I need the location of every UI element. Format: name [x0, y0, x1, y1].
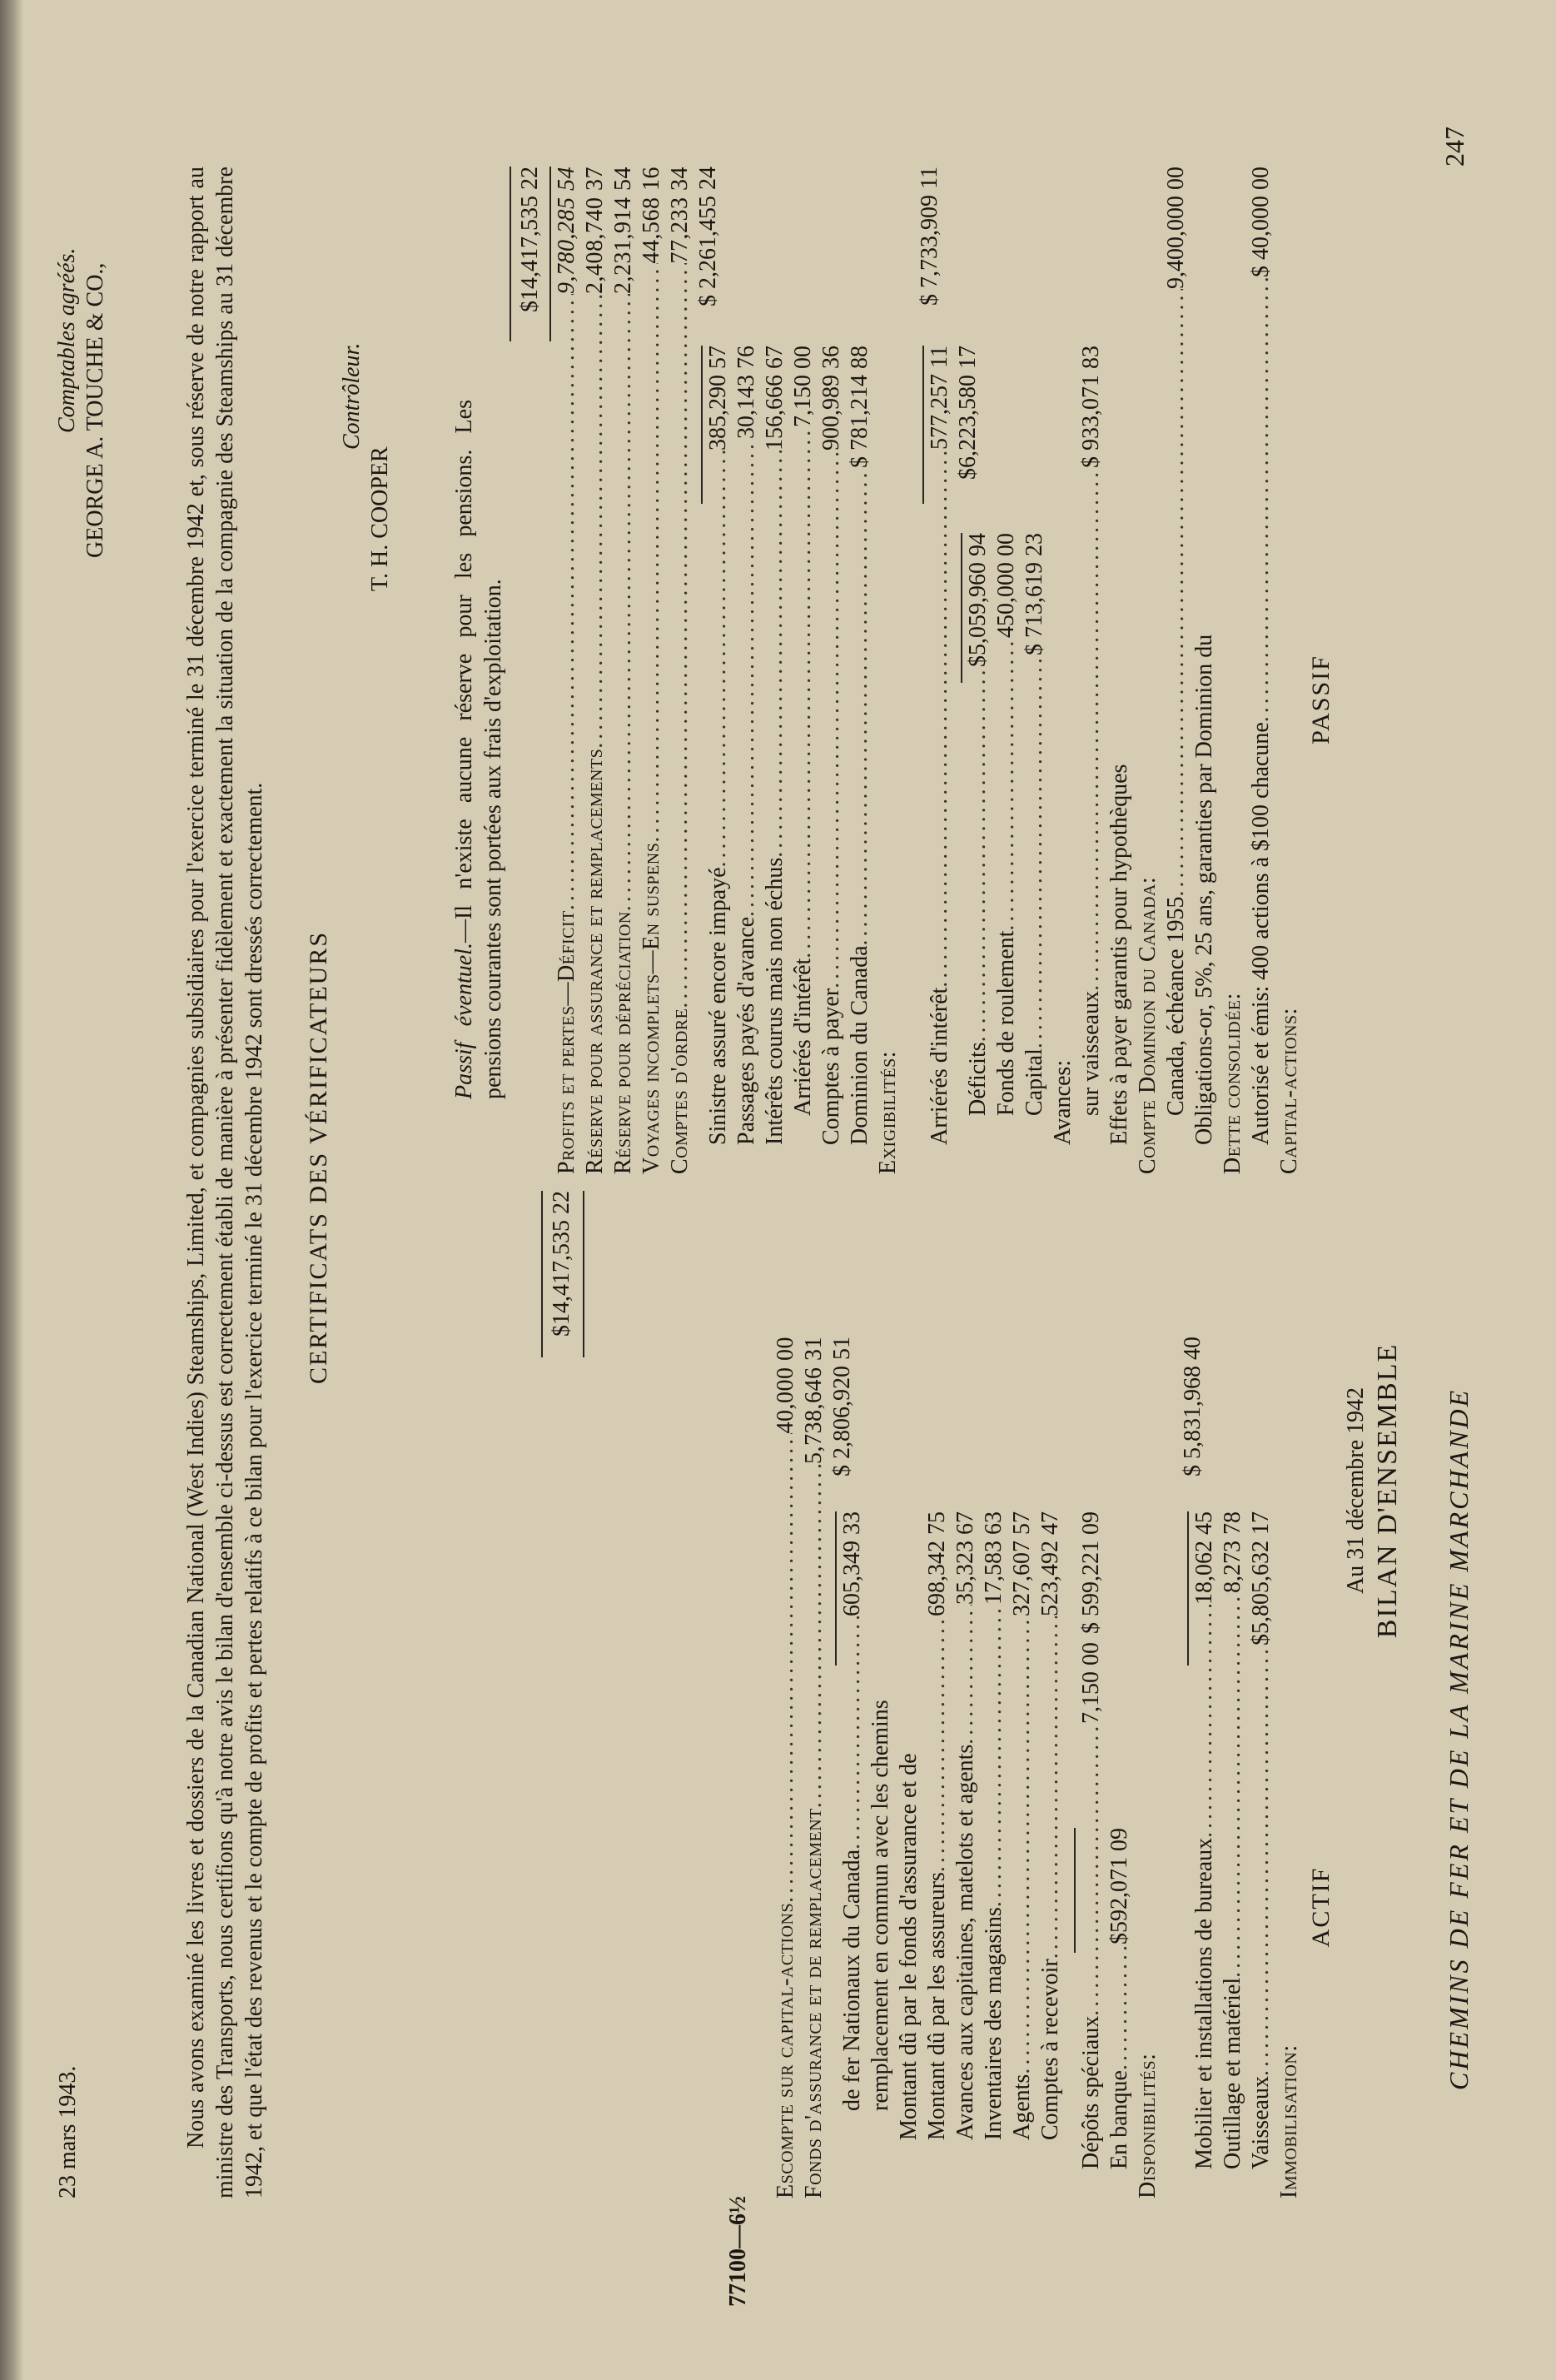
row-amount: 7,150 00	[790, 346, 816, 427]
row-label: Capital	[1022, 1048, 1047, 1116]
row-amount: $ 713,619 23	[1022, 533, 1047, 655]
row-label: Comptes d'ordre	[667, 1008, 693, 1174]
passif-row	[638, 167, 666, 1174]
disponibilites-total: $ 2,806,920 51	[829, 1337, 855, 1476]
dette-label: Dette consolidée:	[1220, 993, 1245, 1174]
total-double-rule	[541, 1191, 543, 1357]
row-amount: $5,059,960 94	[965, 533, 991, 667]
subtotal-rule	[835, 1511, 837, 1666]
actif-row	[1219, 1511, 1247, 2169]
passif-row	[1077, 346, 1106, 1116]
row-amount: 698,342 75	[924, 1511, 950, 1616]
actif-row	[772, 1337, 800, 2198]
passif-row	[1021, 533, 1049, 1116]
passif-row	[818, 346, 846, 1145]
actif-row	[980, 1511, 1008, 2140]
firm-name: GEORGE A. TOUCHE & CO.,	[82, 262, 108, 558]
actif-row	[1077, 1511, 1106, 2169]
row-label: Sinistre assuré encore impayé	[705, 867, 731, 1145]
row-amount: 605,349 33	[839, 1511, 865, 1616]
row-label: En banque	[1106, 2070, 1132, 2169]
binding-edge	[0, 0, 23, 2380]
row-label: Fonds de roulement	[993, 930, 1019, 1116]
row-amount: $592,071 09	[1106, 1828, 1132, 1944]
passif-row	[609, 167, 638, 1174]
passif-row	[704, 346, 733, 1145]
row-amount: 577,257 11	[927, 346, 952, 450]
subtotal-rule	[1074, 1828, 1076, 1953]
row-amount: 9,780,285 54	[554, 167, 579, 294]
row-label: Dépôts spéciaux	[1078, 2015, 1104, 2169]
row-amount: 327,607 57	[1009, 1511, 1035, 1616]
passif-eventuel-text: —Il n'existe aucune réserve pour les pensions. Les pensions courantes sont portées aux frais d'exploitation.	[451, 400, 506, 1099]
passif-eventuel-lead: Passif éventuel.	[451, 943, 477, 1099]
subtotal-rule	[701, 346, 703, 504]
row-amount: 523,492 47	[1037, 1511, 1063, 1616]
balance-title: BILAN D'ENSEMBLE	[1372, 1342, 1403, 1639]
row-amount: 9,400,000 00	[1163, 167, 1189, 289]
disponibilites-label: Disponibilités:	[1135, 2053, 1161, 2198]
actif-row	[800, 1337, 828, 2198]
row-amount: 900,989 36	[818, 346, 844, 451]
row-label: Comptes à payer	[818, 988, 844, 1145]
certificats-date: 23 mars 1943.	[55, 2065, 81, 2198]
exigibilites-total: $ 2,261,455 24	[695, 167, 721, 306]
row-amount: 44,568 16	[639, 167, 664, 264]
row-label: Passages payés d'avance	[733, 916, 759, 1145]
actif-row	[923, 1511, 952, 2140]
row-amount: 17,583 63	[981, 1511, 1007, 1605]
row-amount: $ 40,000 00	[1248, 167, 1274, 277]
row-label: Agents	[1009, 2074, 1035, 2140]
row-label: Arriérés d'intérêt	[927, 987, 952, 1145]
row-label: Voyages incomplets—En suspens	[639, 842, 664, 1174]
row-amount: 450,000 00	[993, 533, 1019, 638]
footer-code: 77100—6½	[725, 2196, 751, 2307]
fonds-line-2: remplacement en commun avec les chemins	[867, 1700, 893, 2111]
balance-date: Au 31 décembre 1942	[1343, 1387, 1369, 1595]
row-label: sur vaisseaux	[1078, 990, 1104, 1116]
actif-heading: ACTIF	[1307, 1866, 1335, 1948]
passif-heading: PASSIF	[1307, 655, 1335, 744]
row-label: Déficits	[965, 1042, 991, 1116]
actif-row	[1008, 1511, 1037, 2140]
row-amount: 5,738,646 31	[801, 1337, 827, 1464]
actif-row	[1106, 1828, 1134, 2169]
passif-row	[733, 346, 761, 1145]
immobilisation-label: Immobilisation:	[1276, 2044, 1302, 2198]
effets-line-1: Effets à payer garantis pour hypothèques	[1106, 764, 1132, 1145]
row-label: Réserve pour assurance et remplacements	[582, 748, 608, 1174]
row-label: Intérêts courus mais non échus	[762, 857, 788, 1145]
passif-row	[1162, 167, 1191, 1116]
row-amount: 35,323 67	[952, 1511, 978, 1605]
row-label: Inventaires des magasins	[981, 1907, 1007, 2140]
passif-grand-total: $14,417,535 22	[517, 167, 543, 312]
immobilisation-total: $ 5,831,968 40	[1180, 1337, 1206, 1476]
actif-row	[1191, 1511, 1219, 2169]
row-amount: 2,408,740 37	[582, 167, 608, 294]
row-label: Arriérés d'intérêt	[790, 958, 816, 1116]
total-rule	[583, 1191, 584, 1357]
row-label: Canada, échéance 1955	[1163, 896, 1189, 1116]
actif-grand-total: $14,417,535 22	[549, 1191, 574, 1337]
row-amount: 7,150 00	[1078, 1642, 1104, 1724]
row-label: de fer Nationaux du Canada	[839, 1849, 865, 2111]
passif-row	[761, 346, 789, 1145]
row-amount: $ 599,221 09	[1078, 1511, 1104, 1634]
row-label: Montant dû par les assureurs	[924, 1872, 950, 2140]
passif-row	[666, 167, 694, 1174]
row-amount: 18,062 45	[1191, 1511, 1217, 1605]
row-amount: 77,233 34	[667, 167, 693, 264]
total-double-rule	[510, 167, 511, 341]
row-label: Fonds d'assurance et de remplacement	[801, 1808, 827, 2198]
capital-label: Capital-actions:	[1276, 1008, 1302, 1174]
passif-row	[964, 533, 992, 1116]
certificats-text: Nous avons examiné les livres et dossiers de la Canadian National (West Indies) Steamships, Limited, et compagnies subsidiaires pour l'exercice terminé le 31 décembre 1942 et, sous réserve de notre rapport au ministre des Transports, nous certifions qu'à notre avis le bilan d'ensemble ci-dessus est correctement établi de manière à présenter fidèlement et exactement la situation de la compagnie des Steamships au 31 décembre 1942, et que l'état des revenus et le compte de profits et pertes relatifs à ce bilan pour l'exercice terminé le 31 décembre 1942 sont dressés correctement.	[183, 167, 267, 2198]
firm-title: Comptables agréés.	[54, 247, 80, 433]
subtotal-rule	[961, 533, 962, 683]
row-amount: $ 933,071 83	[1078, 346, 1104, 468]
row-amount: 30,143 76	[733, 346, 759, 439]
passif-row	[992, 533, 1021, 1116]
total-rule	[549, 167, 551, 341]
row-label: Mobilier et installations de bureaux	[1191, 1837, 1217, 2169]
row-label: Avances aux capitaines, matelots et agents	[952, 1744, 978, 2140]
passif-row	[846, 346, 874, 1145]
passif-row	[789, 346, 818, 1116]
certificats-heading: CERTIFICATS DES VÉRIFICATEURS	[305, 930, 332, 1385]
compte-dominion-total: $ 7,733,909 11	[917, 167, 942, 306]
page-number: 247	[1439, 127, 1469, 167]
row-amount: 40,000 00	[773, 1337, 798, 1434]
row-amount: $ 781,214 88	[847, 346, 872, 468]
actif-row	[1037, 1511, 1065, 2140]
subtotal-rule	[922, 346, 924, 504]
avances-total: $6,223,580 17	[955, 346, 981, 480]
row-amount: 8,273 78	[1220, 1511, 1245, 1593]
exigibilites-label: Exigibilités:	[875, 1050, 901, 1174]
row-label: Autorisé et émis: 400 actions à $100 chacune	[1248, 722, 1274, 1145]
passif-row	[926, 346, 954, 1145]
actif-row	[838, 1511, 867, 2111]
fonds-line-1: Montant dû par le fonds d'assurance et de	[896, 1753, 922, 2140]
row-label: Outillage et matériel	[1220, 1977, 1245, 2169]
row-amount: $5,805,632 17	[1248, 1511, 1274, 1646]
running-head-title: CHEMINS DE FER ET DE LA MARINE MARCHANDE	[1444, 1387, 1474, 2090]
row-amount: 2,231,914 54	[610, 167, 636, 294]
signatory-title: Contrôleur.	[339, 342, 365, 450]
passif-eventuel	[450, 400, 508, 1099]
actif-row	[1247, 1511, 1275, 2169]
dette-line-1: Obligations-or, 5%, 25 ans, garanties par Dominion du	[1191, 634, 1217, 1145]
actif-row	[952, 1511, 980, 2140]
row-label: Comptes à recevoir	[1037, 1959, 1063, 2140]
passif-row	[553, 167, 581, 1174]
avances-label: Avances:	[1050, 1059, 1076, 1145]
row-label: Profits et pertes—Déficit	[554, 910, 579, 1174]
rotated-content	[33, 75, 1499, 2323]
row-amount: 385,290 57	[705, 346, 731, 451]
row-label: Escompte sur capital-actions	[773, 1902, 798, 2198]
row-label: Dominion du Canada	[847, 945, 872, 1145]
subtotal-rule	[1187, 1511, 1189, 1666]
signatory: T. H. COOPER	[367, 446, 393, 591]
passif-row	[581, 167, 609, 1174]
row-amount: 156,666 67	[762, 346, 788, 451]
row-label: Réserve pour dépréciation	[610, 911, 636, 1174]
row-label: Vaisseaux	[1248, 2076, 1274, 2169]
compte-dominion-label: Compte Dominion du Canada:	[1135, 876, 1161, 1174]
passif-row	[1247, 167, 1275, 1145]
